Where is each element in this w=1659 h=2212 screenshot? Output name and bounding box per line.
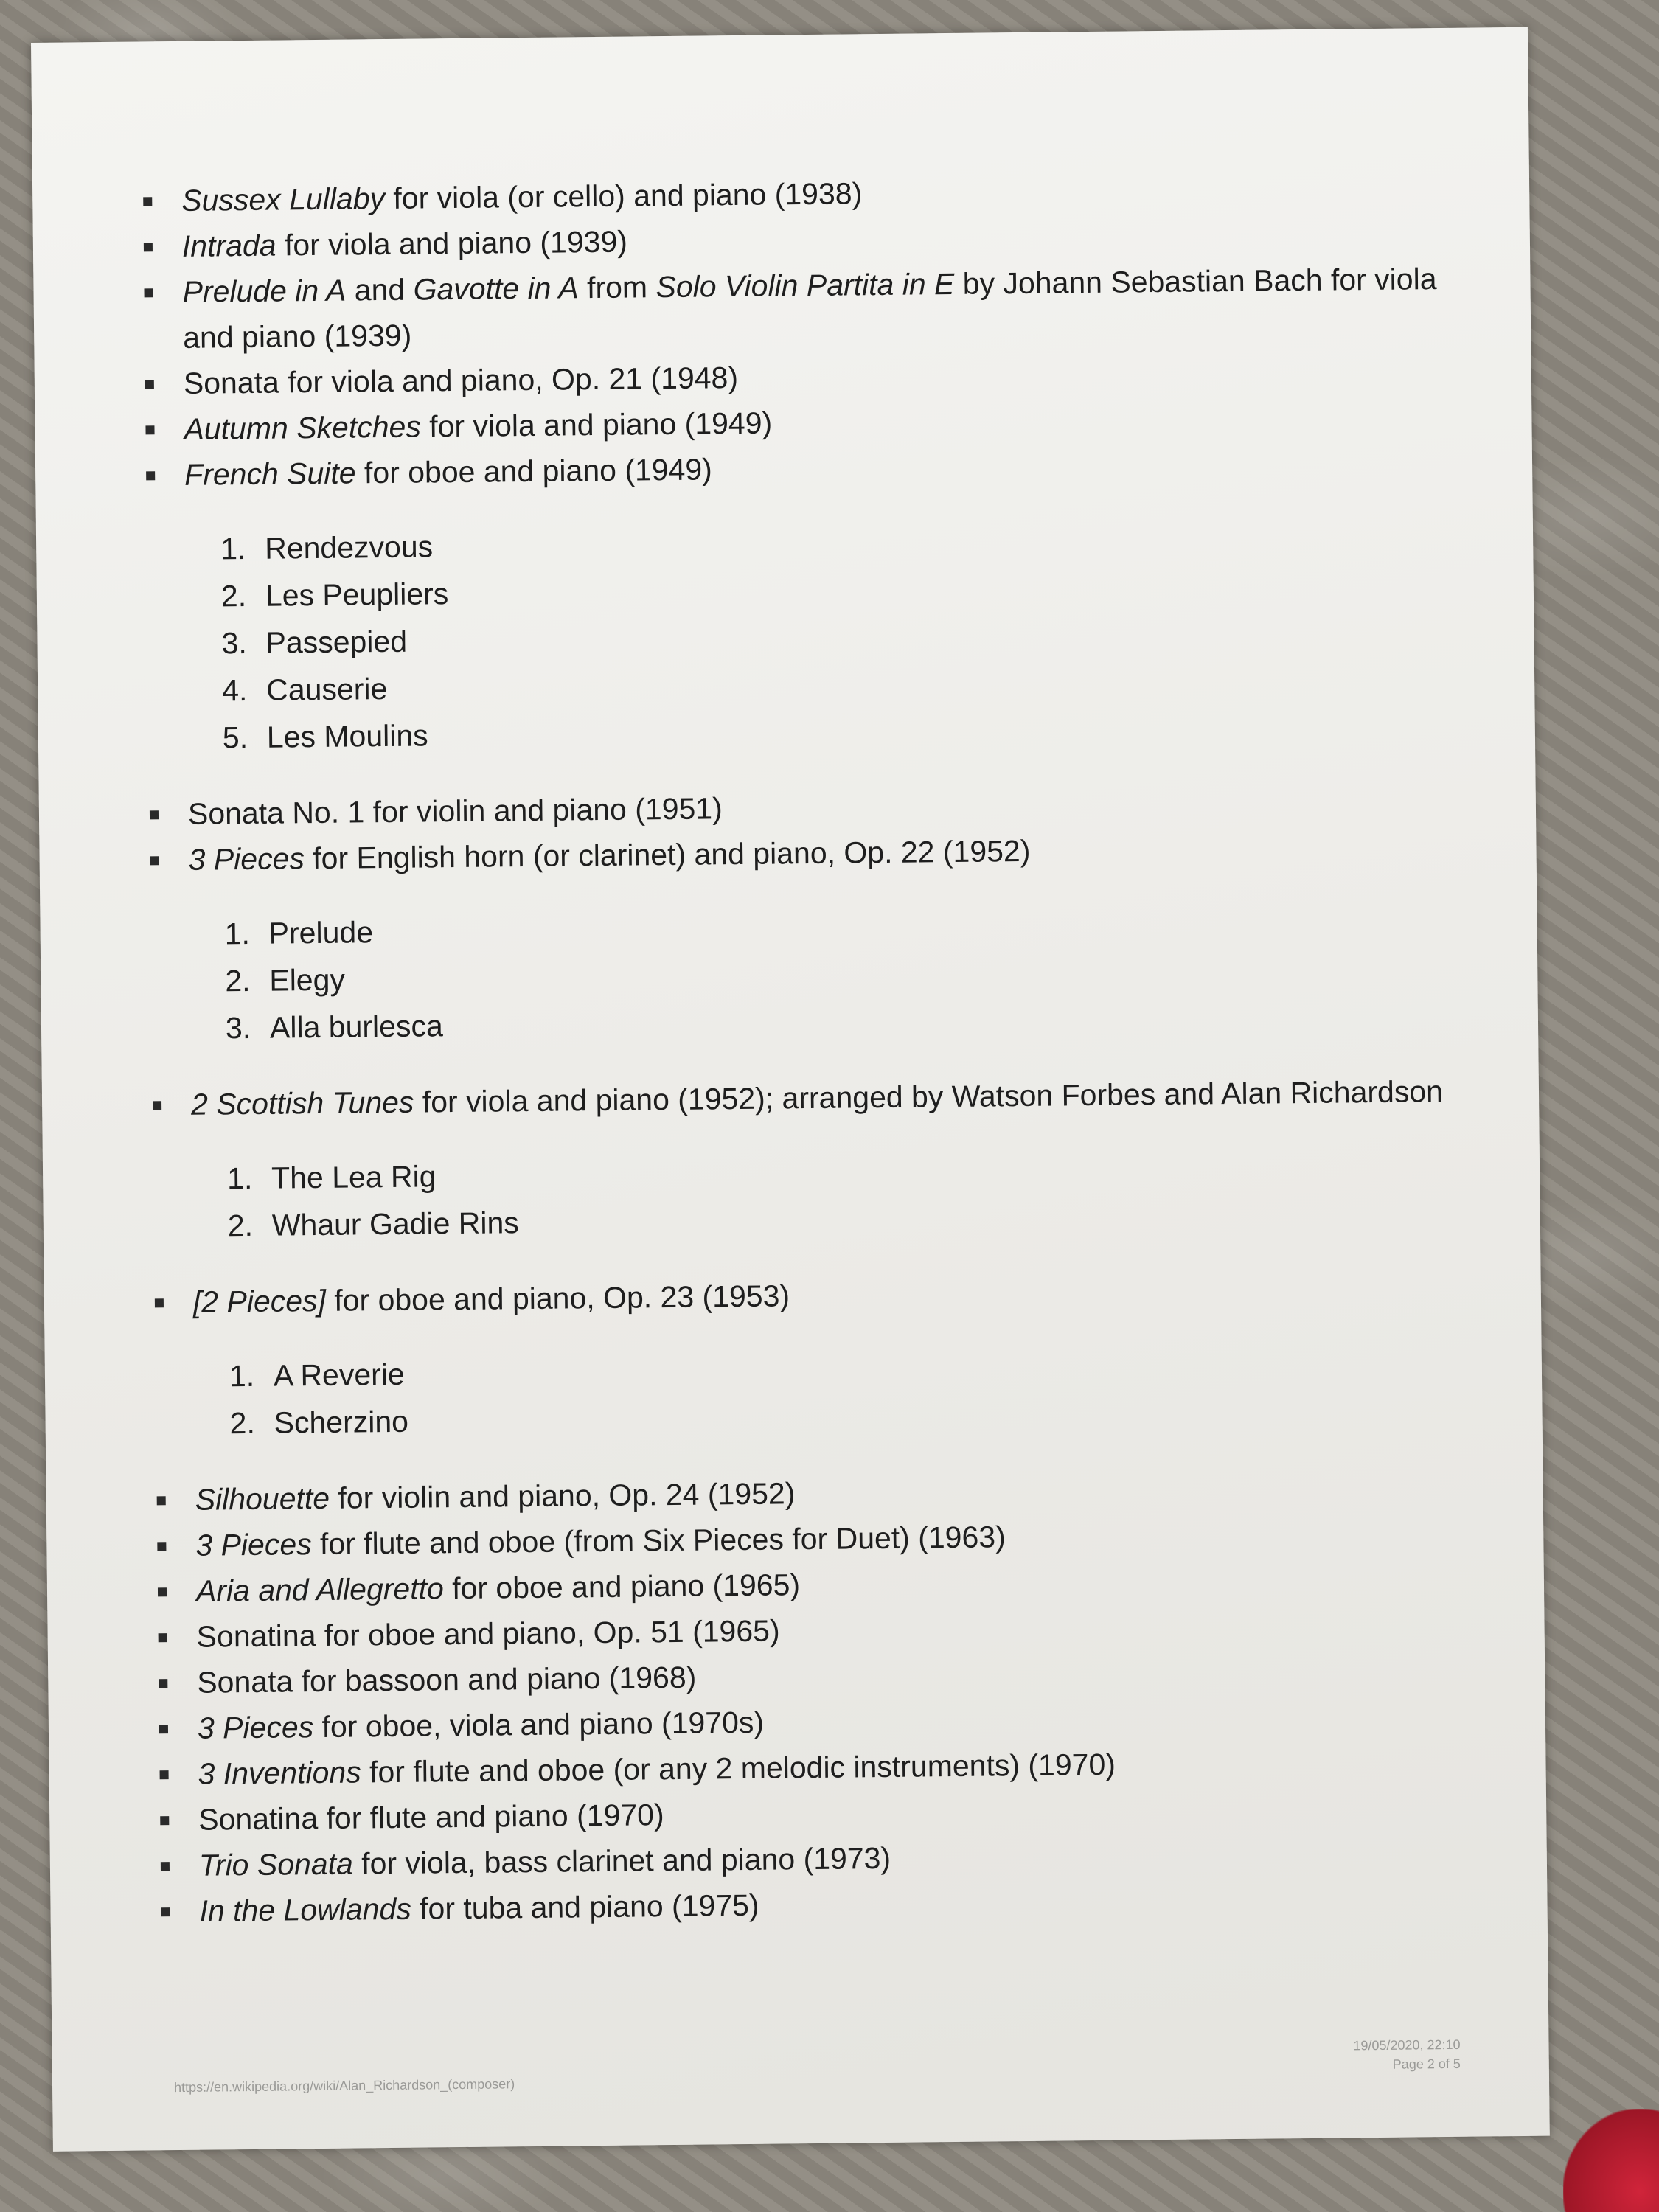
movement-item: 5. Les Moulins: [222, 718, 428, 755]
movements-list: [189, 897, 1479, 1052]
work-text: Sonatina for oboe and piano, Op. 51 (1965): [196, 1613, 780, 1654]
work-title: 2 Scottish Tunes: [190, 1085, 414, 1121]
work-details: for oboe and piano (1965): [443, 1568, 801, 1606]
work-title: Autumn Sketches: [184, 409, 422, 446]
footer-datetime: 19/05/2020, 22:10: [1353, 2037, 1461, 2053]
movement-item: 3. Alla burlesca: [225, 1009, 443, 1046]
work-details: for viola and piano (1952); arranged by Watson Forbes and Alan Richardson: [414, 1074, 1444, 1119]
work-details: for oboe and piano (1949): [355, 452, 713, 490]
work-title: In the Lowlands: [199, 1891, 411, 1928]
movement-item: 4. Causerie: [221, 671, 388, 708]
footer-url: https://en.wikipedia.org/wiki/Alan_Richardson_(composer): [173, 2076, 515, 2096]
work-title: 3 Pieces: [197, 1710, 314, 1745]
work-title: Prelude in A: [182, 273, 347, 309]
work-details: by Johann Sebastian Bach for viola and piano (1939): [182, 262, 1437, 355]
list-item: Prelude in A and Gavotte in A from Solo Violin Partita in E by Johann Sebastian Bach for viola and piano (1939): [144, 256, 1472, 361]
movement-item: 1. Prelude: [224, 915, 374, 951]
work-title: Gavotte in A: [413, 271, 579, 307]
works-list: [143, 164, 1489, 1935]
footer-page-number: Page 2 of 5: [1392, 2056, 1461, 2072]
work-title: Solo Violin Partita in E: [655, 266, 955, 305]
background-cloth-accent: [1563, 2109, 1659, 2212]
work-title: 3 Pieces: [188, 841, 305, 877]
movement-item: 1. The Lea Rig: [226, 1159, 437, 1196]
work-details: for viola and piano (1939): [276, 224, 628, 262]
footer-meta: [1353, 2035, 1461, 2075]
work-details: for flute and oboe (or any 2 melodic instruments) (1970): [361, 1747, 1116, 1790]
work-text: Sonatina for flute and piano (1970): [198, 1798, 664, 1837]
list-item: [153, 1068, 1481, 1251]
list-item: [150, 824, 1479, 1053]
movements-list: [194, 1339, 1484, 1447]
movement-item: 1. Rendezvous: [220, 529, 434, 566]
work-details: for viola and piano (1949): [420, 406, 773, 444]
work-title: Silhouette: [195, 1481, 330, 1517]
work-title: Aria and Allegretto: [195, 1571, 445, 1608]
work-details: for viola (or cello) and piano (1938): [384, 176, 863, 215]
printed-page: [31, 27, 1550, 2152]
work-title: Trio Sonata: [198, 1846, 354, 1882]
works-list-content: [143, 164, 1489, 1935]
movements-list: [185, 512, 1476, 762]
work-details: for flute and oboe (from Six Pieces for Duet) (1963): [311, 1520, 1006, 1562]
work-details: for oboe and piano, Op. 23 (1953): [325, 1279, 790, 1318]
work-text: Sonata for bassoon and piano (1968): [197, 1660, 697, 1700]
movement-item: 2. Les Peupliers: [220, 577, 449, 613]
work-text: Sonata for viola and piano, Op. 21 (1948): [183, 360, 739, 400]
movement-item: 2. Whaur Gadie Rins: [227, 1206, 520, 1243]
work-title: French Suite: [184, 456, 356, 492]
movement-item: 1. A Reverie: [229, 1357, 405, 1394]
movements-list: [192, 1141, 1481, 1249]
work-details: for oboe, viola and piano (1970s): [313, 1705, 765, 1745]
work-text: Sonata No. 1 for violin and piano (1951): [187, 791, 723, 831]
movement-item: 2. Scherzino: [229, 1404, 409, 1441]
work-title: 3 Inventions: [198, 1755, 361, 1791]
work-title: 3 Pieces: [195, 1527, 312, 1562]
work-title: [2 Pieces]: [192, 1283, 327, 1319]
movement-item: 2. Elegy: [225, 962, 346, 998]
work-details: for English horn (or clarinet) and piano, Op. 22 (1952): [304, 833, 1031, 876]
work-title: Intrada: [181, 228, 276, 263]
movement-item: 3. Passepied: [221, 624, 408, 661]
work-details: for violin and piano, Op. 24 (1952): [329, 1476, 796, 1515]
work-title: Sussex Lullaby: [181, 181, 386, 218]
list-item: [155, 1265, 1484, 1447]
list-item: [146, 439, 1476, 762]
work-details: for tuba and piano (1975): [411, 1888, 759, 1926]
work-details: for viola, bass clarinet and piano (1973): [352, 1840, 891, 1881]
